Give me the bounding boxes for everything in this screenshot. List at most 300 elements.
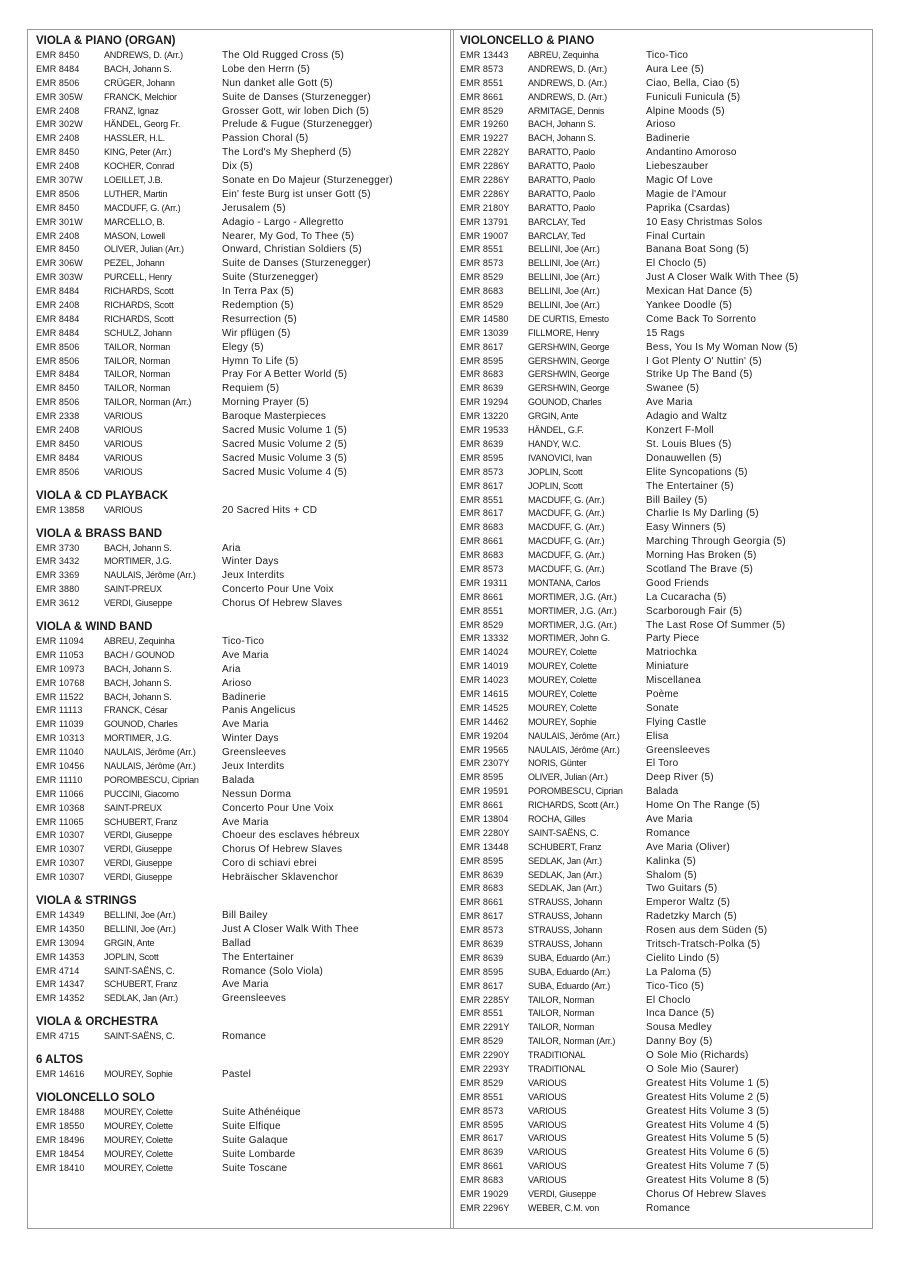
entry-code: EMR 2280Y xyxy=(460,827,510,838)
entry-composer: GRGIN, Ante xyxy=(104,937,155,948)
entry-composer: TRADITIONAL xyxy=(528,1050,586,1061)
catalog-entry xyxy=(460,230,865,244)
entry-title: Arioso xyxy=(222,677,252,689)
entry-title: Just A Closer Walk With Thee (5) xyxy=(646,272,799,284)
entry-code: EMR 8506 xyxy=(36,466,80,477)
entry-title: Suite Toscane xyxy=(222,1162,288,1174)
catalog-entry xyxy=(460,327,865,341)
entry-code: EMR 18488 xyxy=(36,1107,85,1117)
entry-title: Konzert F-Moll xyxy=(646,425,714,437)
entry-code: EMR 2180Y xyxy=(460,202,510,213)
entry-code: EMR 11110 xyxy=(36,774,83,785)
entry-code: EMR 8450 xyxy=(36,383,80,394)
entry-title: In Terra Pax (5) xyxy=(222,286,294,298)
entry-title: Winter Days xyxy=(222,733,279,745)
entry-composer: SUBA, Eduardo (Arr.) xyxy=(528,980,611,991)
entry-code: EMR 13448 xyxy=(460,841,509,852)
entry-code: EMR 11094 xyxy=(36,635,84,646)
entry-title: 10 Easy Christmas Solos xyxy=(646,216,763,228)
entry-title: Banana Boat Song (5) xyxy=(646,244,749,256)
entry-code: EMR 8529 xyxy=(460,1036,504,1047)
entry-title: Just A Closer Walk With Thee xyxy=(222,923,359,935)
entry-composer: KING, Peter (Arr.) xyxy=(104,147,172,158)
entry-title: Inca Dance (5) xyxy=(646,1008,715,1020)
catalog-entry xyxy=(36,243,441,257)
entry-code: EMR 8573 xyxy=(460,925,504,936)
entry-code: EMR 2408 xyxy=(36,161,80,172)
catalog-entry xyxy=(460,1021,865,1035)
entry-title: Miniature xyxy=(646,661,689,673)
entry-composer: MACDUFF, G. (Arr.) xyxy=(528,536,605,547)
entry-composer: TAILOR, Norman xyxy=(104,355,171,366)
entry-title: Magic Of Love xyxy=(646,175,714,187)
entry-title: Charlie Is My Darling (5) xyxy=(646,508,759,520)
entry-composer: MOUREY, Colette xyxy=(104,1107,173,1117)
catalog-entry xyxy=(460,1188,865,1202)
section-heading: VIOLONCELLO SOLO xyxy=(36,1092,155,1104)
entry-title: Flying Castle xyxy=(646,716,707,728)
entry-title: Badinerie xyxy=(646,133,691,145)
entry-title: Ave Maria xyxy=(646,813,693,825)
entry-title: Pray For A Better World (5) xyxy=(222,369,348,381)
catalog-entry xyxy=(460,507,865,521)
entry-code: EMR 2307Y xyxy=(460,758,510,769)
entry-code: EMR 13039 xyxy=(460,327,509,338)
entry-code: EMR 8529 xyxy=(460,1077,504,1088)
entry-title: Greensleeves xyxy=(222,747,287,759)
entry-title: Adagio - Largo - Allegretto xyxy=(222,216,344,228)
entry-composer: TRADITIONAL xyxy=(528,1064,586,1075)
entry-composer: GOUNOD, Charles xyxy=(104,719,178,730)
entry-composer: WEBER, C.M. von xyxy=(528,1202,600,1213)
entry-title: Morning Prayer (5) xyxy=(222,397,309,409)
entry-composer: TAILOR, Norman xyxy=(104,383,171,394)
catalog-entry xyxy=(460,257,865,271)
catalog-entry xyxy=(36,452,441,466)
entry-code: EMR 8529 xyxy=(460,272,504,283)
catalog-entry xyxy=(460,563,865,577)
catalog-entry xyxy=(36,355,441,369)
entry-code: EMR 2291Y xyxy=(460,1022,510,1033)
entry-title: Cielito Lindo (5) xyxy=(646,952,720,964)
entry-title: Ave Maria xyxy=(222,719,269,731)
entry-code: EMR 8450 xyxy=(36,202,80,213)
catalog-entry xyxy=(460,1160,865,1174)
entry-code: EMR 10307 xyxy=(36,872,85,883)
entry-composer: HANDY, W.C. xyxy=(528,438,581,449)
entry-title: Good Friends xyxy=(646,577,709,589)
entry-code: EMR 2285Y xyxy=(460,994,510,1005)
entry-code: EMR 14615 xyxy=(460,688,509,699)
entry-title: Sousa Medley xyxy=(646,1022,712,1034)
entry-composer: VERDI, Giuseppe xyxy=(104,830,173,841)
entry-composer: TAILOR, Norman xyxy=(104,369,171,380)
entry-composer: BELLINI, Joe (Arr.) xyxy=(528,272,600,283)
entry-code: EMR 4714 xyxy=(36,965,80,976)
catalog-entry xyxy=(460,188,865,202)
entry-composer: IVANOVICI, Ivan xyxy=(528,452,592,463)
entry-code: EMR 8617 xyxy=(460,1133,504,1144)
entry-title: Donauwellen (5) xyxy=(646,452,722,464)
entry-code: EMR 2286Y xyxy=(460,161,510,172)
catalog-entry xyxy=(36,663,441,677)
section-viola-orchestra xyxy=(36,1015,441,1044)
entry-composer: MACDUFF, G. (Arr.) xyxy=(528,494,605,505)
entry-code: EMR 301W xyxy=(36,216,83,227)
entry-composer: VARIOUS xyxy=(528,1161,567,1172)
entry-title: Onward, Christian Soldiers (5) xyxy=(222,244,362,256)
entry-title: I Got Plenty O' Nuttin' (5) xyxy=(646,355,762,367)
entry-composer: NAULAIS, Jérôme (Arr.) xyxy=(528,744,620,755)
entry-code: EMR 8595 xyxy=(460,355,504,366)
entry-code: EMR 8529 xyxy=(460,105,504,116)
entry-code: EMR 3730 xyxy=(36,542,80,553)
section-heading: VIOLONCELLO & PIANO xyxy=(460,35,595,47)
entry-composer: BELLINI, Joe (Arr.) xyxy=(528,300,600,311)
entry-title: Prelude & Fugue (Sturzenegger) xyxy=(222,119,373,131)
entry-title: Baroque Masterpieces xyxy=(222,411,327,423)
entry-code: EMR 14347 xyxy=(36,979,85,990)
entry-title: Emperor Waltz (5) xyxy=(646,897,731,909)
entry-code: EMR 8506 xyxy=(36,77,80,88)
entry-code: EMR 8595 xyxy=(460,452,504,463)
entry-code: EMR 8506 xyxy=(36,188,80,199)
entry-composer: BACH, Johann S. xyxy=(528,119,596,130)
catalog-entry xyxy=(460,1007,865,1021)
entry-title: Final Curtain xyxy=(646,230,706,242)
entry-code: EMR 11066 xyxy=(36,788,84,799)
entry-composer: VERDI, Giuseppe xyxy=(104,844,173,855)
entry-composer: GERSHWIN, George xyxy=(528,341,610,352)
entry-composer: BACH, Johann S. xyxy=(104,63,172,74)
catalog-entry xyxy=(36,466,441,480)
entry-composer: STRAUSS, Johann xyxy=(528,911,603,922)
entry-code: EMR 8484 xyxy=(36,63,80,74)
catalog-entry xyxy=(460,1146,865,1160)
catalog-entry xyxy=(460,243,865,257)
catalog-entry xyxy=(460,494,865,508)
entry-title: Redemption (5) xyxy=(222,300,294,312)
entry-composer: STRAUSS, Johann xyxy=(528,925,603,936)
entry-code: EMR 8661 xyxy=(460,91,504,102)
entry-title: Panis Angelicus xyxy=(222,705,296,717)
entry-title: Strike Up The Band (5) xyxy=(646,369,753,381)
section-heading: VIOLA & BRASS BAND xyxy=(36,527,163,540)
entry-title: Easy Winners (5) xyxy=(646,522,726,534)
entry-code: EMR 8639 xyxy=(460,438,504,449)
entry-title: Coro di schiavi ebrei xyxy=(222,858,317,870)
entry-composer: MORTIMER, John G. xyxy=(528,633,610,644)
section-heading: 6 ALTOS xyxy=(36,1054,84,1067)
entry-composer: BACH, Johann S. xyxy=(104,542,172,553)
entry-title: Matriochka xyxy=(646,647,697,659)
entry-composer: POROMBESCU, Ciprian xyxy=(528,786,623,797)
entry-composer: MACDUFF, G. (Arr.) xyxy=(528,563,605,574)
entry-composer: MOUREY, Colette xyxy=(528,675,597,686)
entry-code: EMR 8450 xyxy=(36,50,80,60)
entry-composer: SUBA, Eduardo (Arr.) xyxy=(528,952,611,963)
entry-title: Yankee Doodle (5) xyxy=(646,300,733,312)
entry-title: Chorus Of Hebrew Slaves xyxy=(222,844,343,856)
entry-code: EMR 8617 xyxy=(460,911,504,922)
entry-code: EMR 305W xyxy=(36,91,83,102)
entry-code: EMR 8639 xyxy=(460,939,504,949)
entry-title: Two Guitars (5) xyxy=(646,883,718,895)
entry-code: EMR 11039 xyxy=(36,719,84,730)
catalog-entry xyxy=(460,744,865,758)
entry-composer: RICHARDS, Scott (Arr.) xyxy=(528,800,619,811)
entry-composer: GRGIN, Ante xyxy=(528,411,579,422)
entry-title: Arioso xyxy=(646,119,676,131)
entry-title: Marching Through Georgia (5) xyxy=(646,536,786,548)
entry-code: EMR 3432 xyxy=(36,556,80,567)
catalog-entry xyxy=(36,313,441,327)
entry-title: Sacred Music Volume 2 (5) xyxy=(222,438,348,450)
catalog-entry xyxy=(460,77,865,91)
catalog-entry xyxy=(460,299,865,313)
catalog-entry xyxy=(460,799,865,813)
catalog-entry xyxy=(36,1148,441,1162)
entry-composer: BACH, Johann S. xyxy=(104,663,172,674)
entry-composer: VARIOUS xyxy=(528,1133,567,1144)
catalog-entry xyxy=(460,785,865,799)
entry-code: EMR 19029 xyxy=(460,1189,509,1200)
catalog-entry xyxy=(36,1120,441,1134)
section-violoncello-piano xyxy=(460,34,865,1216)
entry-composer: SEDLAK, Jan (Arr.) xyxy=(528,869,602,880)
entry-composer: BELLINI, Joe (Arr.) xyxy=(104,923,176,934)
catalog-entry xyxy=(36,1134,441,1148)
entry-composer: NORIS, Günter xyxy=(528,758,587,769)
entry-composer: VARIOUS xyxy=(104,411,143,422)
entry-title: Pastel xyxy=(222,1069,251,1081)
entry-composer: MASON, Lowell xyxy=(104,230,165,241)
catalog-entry xyxy=(36,424,441,438)
entry-code: EMR 13791 xyxy=(460,216,509,227)
entry-code: EMR 10307 xyxy=(36,844,85,855)
catalog-entry xyxy=(36,368,441,382)
entry-title: Come Back To Sorrento xyxy=(646,313,757,325)
entry-composer: HÄNDEL, G.F. xyxy=(528,425,584,436)
entry-composer: BELLINI, Joe (Arr.) xyxy=(528,286,600,297)
entry-code: EMR 8595 xyxy=(460,772,504,783)
catalog-entry xyxy=(460,271,865,285)
entry-composer: VARIOUS xyxy=(104,438,143,449)
entry-title: Scotland The Brave (5) xyxy=(646,563,754,575)
section-heading: VIOLA & STRINGS xyxy=(36,894,137,907)
entry-title: Suite de Danses (Sturzenegger) xyxy=(222,91,371,103)
entry-composer: ABREU, Zequinha xyxy=(528,50,599,60)
catalog-entry xyxy=(460,1119,865,1133)
catalog-entry xyxy=(36,174,441,188)
entry-composer: VARIOUS xyxy=(528,1091,567,1102)
entry-composer: MACDUFF, G. (Arr.) xyxy=(528,550,605,561)
entry-title: Choeur des esclaves hébreux xyxy=(222,830,360,842)
entry-code: EMR 14350 xyxy=(36,923,85,934)
entry-code: EMR 8573 xyxy=(460,63,504,74)
entry-title: La Paloma (5) xyxy=(646,966,712,978)
entry-title: Nearer, My God, To Thee (5) xyxy=(222,230,355,242)
entry-code: EMR 14024 xyxy=(460,647,509,658)
entry-composer: TAILOR, Norman xyxy=(528,1022,595,1033)
entry-code: EMR 8639 xyxy=(460,383,504,394)
entry-code: EMR 19007 xyxy=(460,230,509,241)
entry-code: EMR 8573 xyxy=(460,1105,504,1116)
entry-composer: ANDREWS, D. (Arr.) xyxy=(104,50,183,60)
entry-title: Badinerie xyxy=(222,691,267,703)
catalog-entry xyxy=(36,1068,441,1082)
section-violoncello-solo xyxy=(36,1091,441,1175)
entry-composer: JOPLIN, Scott xyxy=(528,466,583,477)
catalog-entry xyxy=(36,105,441,119)
entry-composer: MONTANA, Carlos xyxy=(528,577,601,588)
entry-title: Greensleeves xyxy=(646,744,711,756)
catalog-entry xyxy=(460,757,865,771)
entry-title: Ein' feste Burg ist unser Gott (5) xyxy=(222,188,371,200)
entry-composer: LOEILLET, J.B. xyxy=(104,175,163,186)
entry-code: EMR 8595 xyxy=(460,1119,504,1130)
entry-title: Party Piece xyxy=(646,633,700,645)
catalog-entry xyxy=(460,924,865,938)
entry-title: Suite de Danses (Sturzenegger) xyxy=(222,258,371,270)
entry-code: EMR 19294 xyxy=(460,397,509,408)
section-viola-wind-band xyxy=(36,620,441,885)
catalog-entry xyxy=(460,1077,865,1091)
section-heading: VIOLA & ORCHESTRA xyxy=(36,1016,159,1029)
entry-title: Chorus Of Hebrew Slaves xyxy=(646,1189,767,1201)
catalog-entry xyxy=(36,396,441,410)
entry-composer: VERDI, Giuseppe xyxy=(104,858,173,869)
entry-title: The Last Rose Of Summer (5) xyxy=(646,619,786,631)
catalog-entry xyxy=(36,829,441,843)
entry-code: EMR 8450 xyxy=(36,147,80,158)
entry-composer: MOUREY, Sophie xyxy=(104,1069,173,1080)
entry-code: EMR 2408 xyxy=(36,105,80,116)
entry-composer: RICHARDS, Scott xyxy=(104,313,174,324)
entry-title: The Entertainer xyxy=(222,951,294,963)
catalog-entry xyxy=(460,49,865,63)
entry-title: Shalom (5) xyxy=(646,869,697,881)
entry-code: EMR 13858 xyxy=(36,504,85,515)
entry-composer: ABREU, Zequinha xyxy=(104,635,175,646)
catalog-entry xyxy=(460,688,865,702)
entry-code: EMR 10368 xyxy=(36,802,85,813)
entry-code: EMR 14349 xyxy=(36,909,85,920)
entry-code: EMR 14462 xyxy=(460,716,509,727)
entry-code: EMR 2408 xyxy=(36,300,80,311)
entry-code: EMR 10973 xyxy=(36,663,85,674)
entry-title: Swanee (5) xyxy=(646,383,700,395)
entry-title: Bess, You Is My Woman Now (5) xyxy=(646,341,798,353)
entry-title: Wir pflügen (5) xyxy=(222,327,291,339)
catalog-entry xyxy=(460,105,865,119)
entry-composer: GOUNOD, Charles xyxy=(528,397,602,408)
catalog-entry xyxy=(460,549,865,563)
entry-code: EMR 8661 xyxy=(460,536,504,547)
entry-code: EMR 8506 xyxy=(36,397,80,408)
catalog-entry xyxy=(36,788,441,802)
entry-composer: MACDUFF, G. (Arr.) xyxy=(104,202,181,213)
entry-title: Romance xyxy=(646,827,691,839)
entry-title: Chorus Of Hebrew Slaves xyxy=(222,598,343,610)
entry-composer: MOUREY, Colette xyxy=(528,661,597,672)
entry-code: EMR 8551 xyxy=(460,244,504,255)
entry-composer: FRANCK, César xyxy=(104,705,168,716)
entry-composer: MOUREY, Colette xyxy=(104,1148,173,1159)
entry-title: Greatest Hits Volume 7 (5) xyxy=(646,1161,770,1173)
entry-code: EMR 19260 xyxy=(460,119,509,130)
catalog-entry xyxy=(460,341,865,355)
entry-title: Miscellanea xyxy=(646,675,702,687)
entry-composer: STRAUSS, Johann xyxy=(528,939,603,949)
entry-title: Elite Syncopations (5) xyxy=(646,466,748,478)
entry-title: El Choclo (5) xyxy=(646,258,707,270)
entry-code: EMR 2293Y xyxy=(460,1064,510,1075)
entry-code: EMR 8661 xyxy=(460,800,504,811)
catalog-entry xyxy=(460,1174,865,1188)
entry-title: Ciao, Bella, Ciao (5) xyxy=(646,77,740,89)
entry-code: EMR 19204 xyxy=(460,730,509,741)
entry-title: Nun danket alle Gott (5) xyxy=(222,77,333,89)
entry-title: Rosen aus dem Süden (5) xyxy=(646,925,768,937)
entry-code: EMR 2286Y xyxy=(460,188,510,199)
entry-code: EMR 8450 xyxy=(36,244,80,255)
catalog-entry xyxy=(460,855,865,869)
entry-code: EMR 4715 xyxy=(36,1031,80,1042)
catalog-entry xyxy=(460,730,865,744)
entry-title: Ave Maria xyxy=(222,816,269,828)
entry-title: Tico-Tico xyxy=(222,635,265,647)
catalog-entry xyxy=(36,271,441,285)
entry-title: Suite Athénéique xyxy=(222,1107,301,1118)
entry-title: Greatest Hits Volume 8 (5) xyxy=(646,1175,770,1187)
catalog-entry xyxy=(36,382,441,396)
entry-code: EMR 10307 xyxy=(36,858,85,869)
entry-composer: GERSHWIN, George xyxy=(528,369,610,380)
entry-code: EMR 8683 xyxy=(460,550,504,561)
catalog-entry xyxy=(460,216,865,230)
entry-composer: MOUREY, Colette xyxy=(528,647,597,658)
entry-code: EMR 8639 xyxy=(460,869,504,880)
entry-code: EMR 2408 xyxy=(36,230,80,241)
entry-code: EMR 8683 xyxy=(460,883,504,894)
catalog-entry xyxy=(460,118,865,132)
column-divider xyxy=(450,29,454,1229)
entry-title: Jeux Interdits xyxy=(222,570,285,582)
entry-composer: VERDI, Giuseppe xyxy=(528,1189,597,1200)
catalog-entry xyxy=(460,452,865,466)
entry-composer: STRAUSS, Johann xyxy=(528,897,603,908)
catalog-entry xyxy=(36,857,441,871)
catalog-entry xyxy=(36,132,441,146)
catalog-entry xyxy=(36,299,441,313)
entry-title: Nessun Dorma xyxy=(222,788,292,800)
entry-composer: PURCELL, Henry xyxy=(104,272,172,283)
entry-composer: BARATTO, Paolo xyxy=(528,188,595,199)
section-6-altos xyxy=(36,1053,441,1082)
entry-title: Hymn To Life (5) xyxy=(222,355,299,367)
entry-title: Ave Maria xyxy=(222,649,269,661)
catalog-entry xyxy=(460,1091,865,1105)
entry-title: 15 Rags xyxy=(646,327,685,339)
entry-composer: MOUREY, Colette xyxy=(528,702,597,713)
entry-composer: BARATTO, Paolo xyxy=(528,147,595,158)
catalog-entry xyxy=(460,535,865,549)
entry-code: EMR 8506 xyxy=(36,355,80,366)
entry-code: EMR 18550 xyxy=(36,1120,85,1131)
entry-code: EMR 3369 xyxy=(36,570,80,581)
catalog-entry xyxy=(460,1132,865,1146)
